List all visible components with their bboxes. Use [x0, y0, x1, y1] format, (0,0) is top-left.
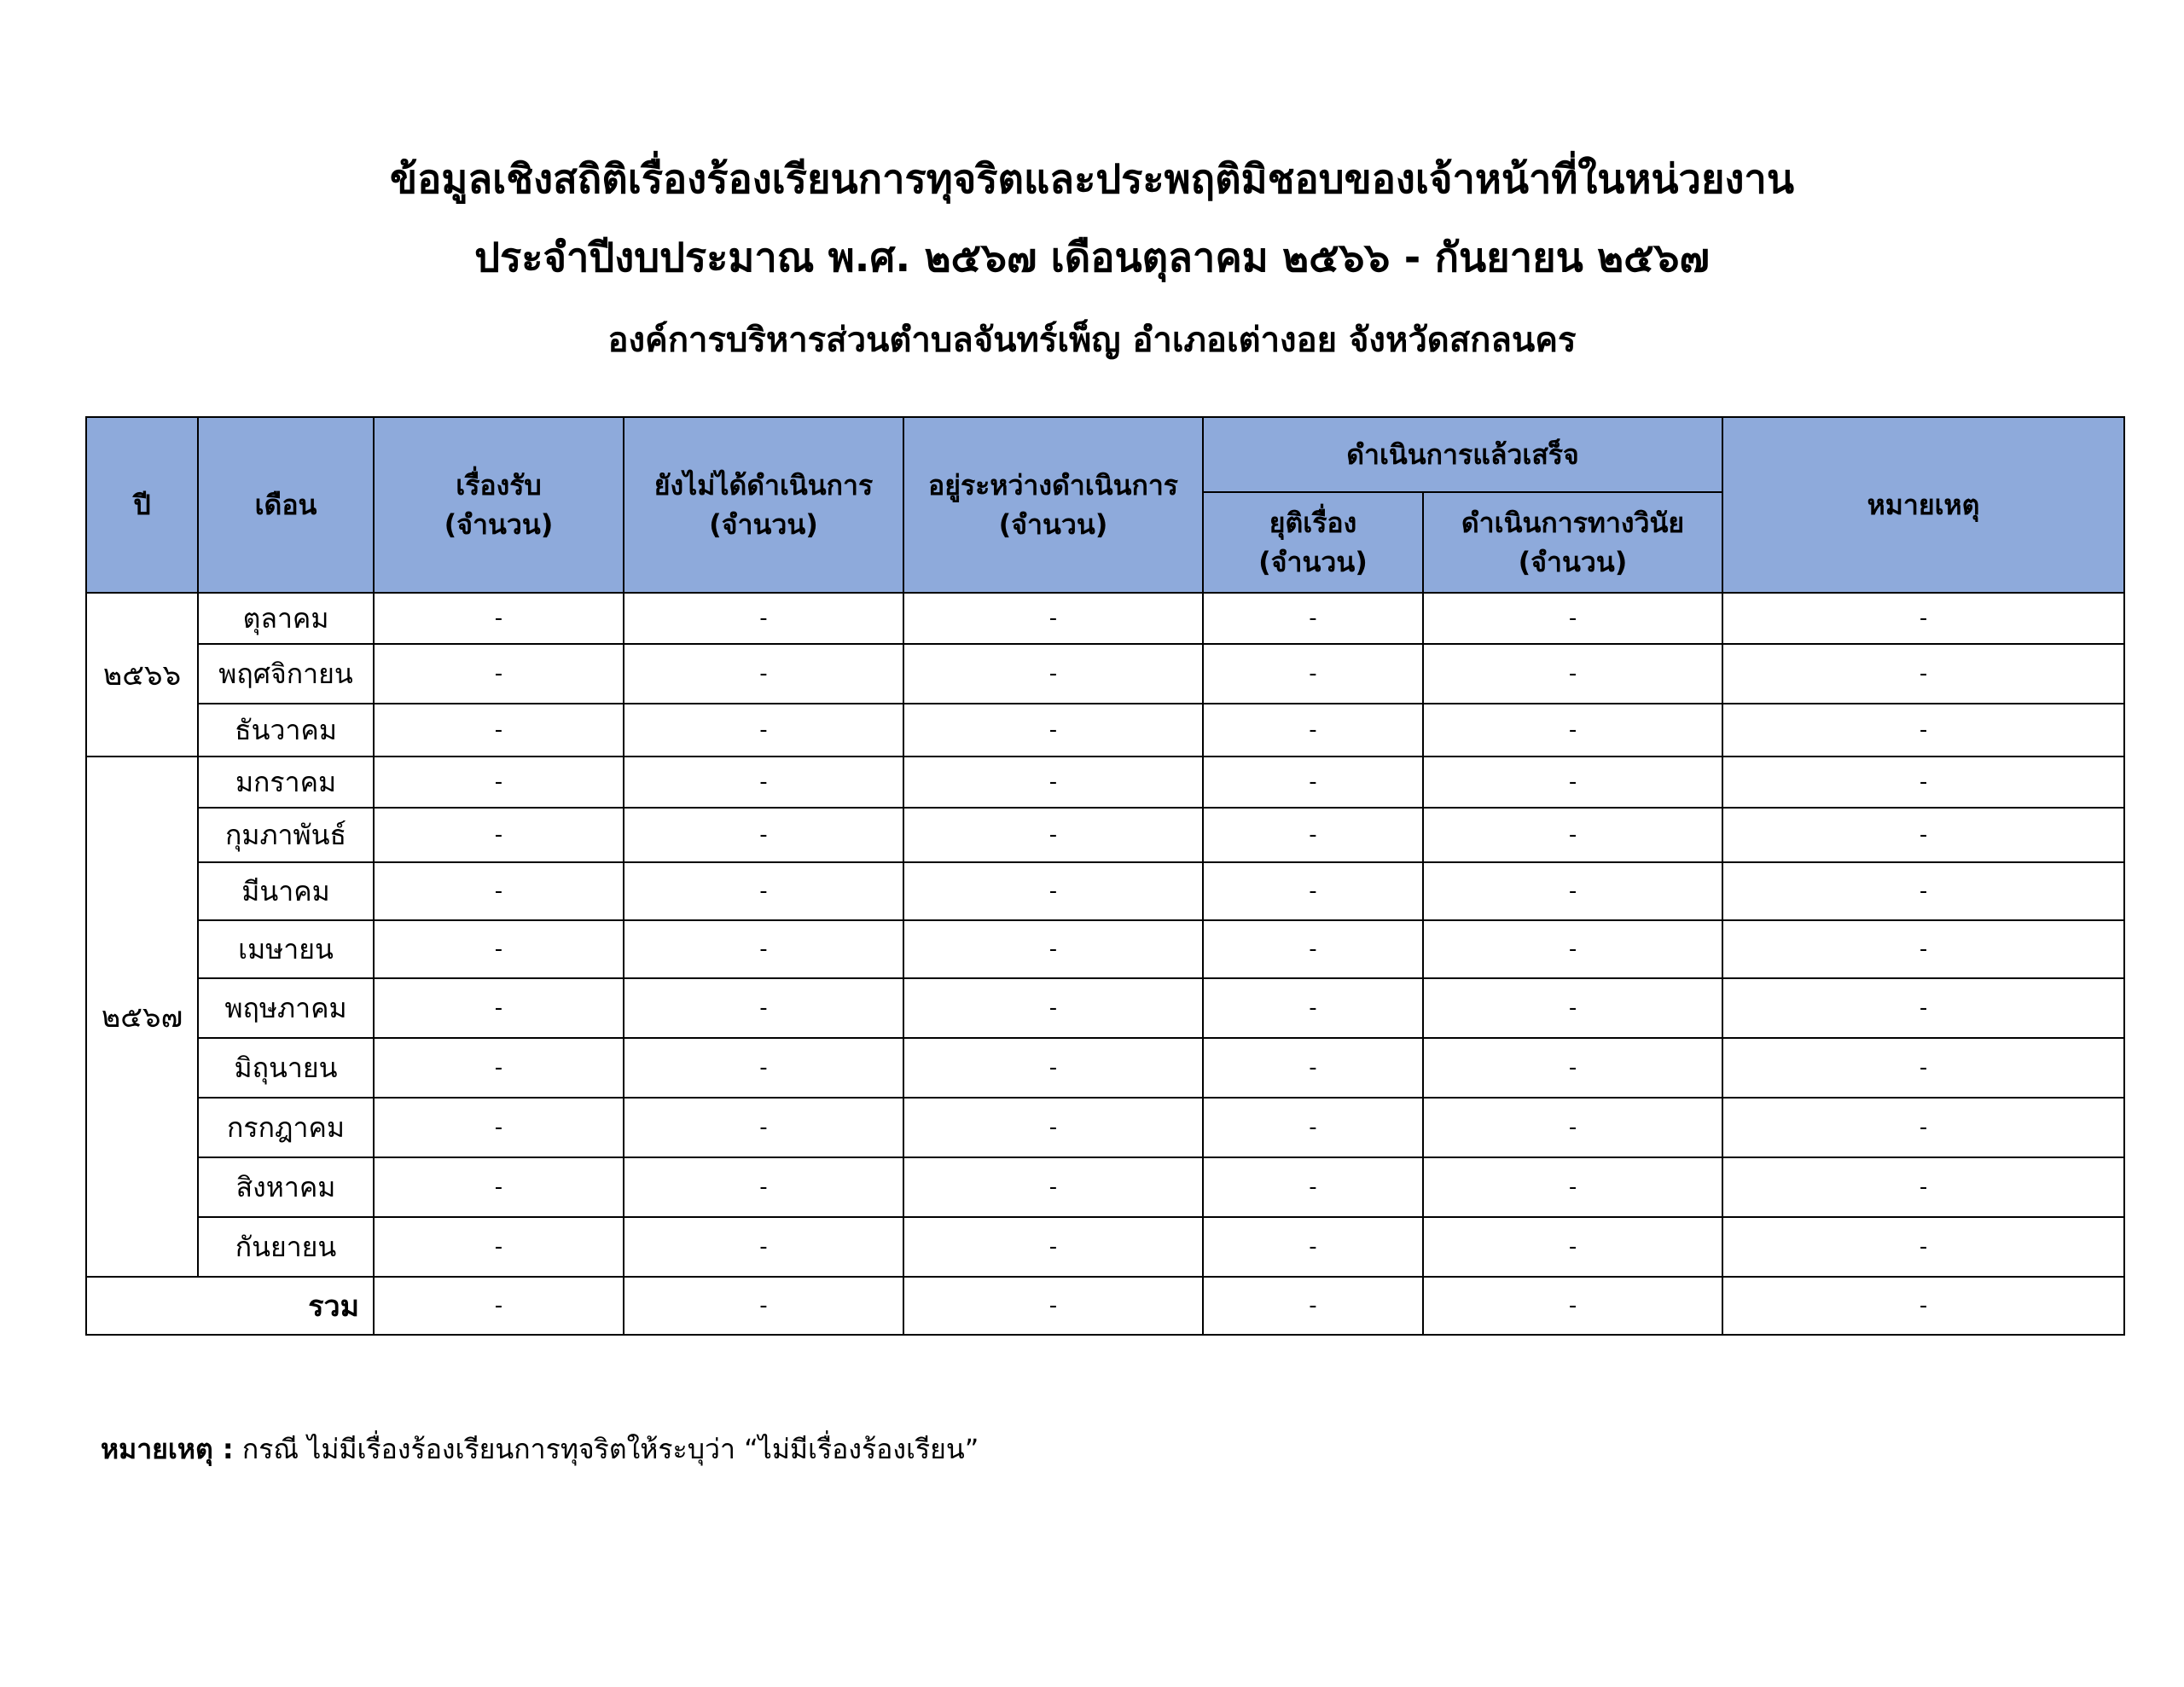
table-row — [86, 704, 2124, 757]
not-started-cell: - — [624, 1157, 903, 1217]
header-received-label: เรื่องรับ — [456, 468, 542, 501]
received-cell: - — [374, 978, 624, 1038]
remarks-cell: - — [1722, 862, 2124, 920]
table-row — [86, 978, 2124, 1038]
remarks-cell: - — [1722, 1157, 2124, 1217]
month-cell: มกราคม — [198, 757, 374, 808]
terminated-cell: - — [1203, 978, 1423, 1038]
header-remarks: หมายเหตุ — [1722, 417, 2124, 593]
disciplinary-cell: - — [1423, 704, 1722, 757]
header-not-started-unit: (จำนวน) — [709, 508, 818, 541]
remarks-cell: - — [1722, 593, 2124, 644]
disciplinary-cell: - — [1423, 1157, 1722, 1217]
remarks-cell: - — [1722, 920, 2124, 978]
disciplinary-cell: - — [1423, 1217, 1722, 1277]
not-started-cell: - — [624, 1038, 903, 1098]
remarks-cell: - — [1722, 757, 2124, 808]
not-started-cell: - — [624, 808, 903, 862]
month-cell: กุมภาพันธ์ — [198, 808, 374, 862]
disciplinary-cell: - — [1423, 920, 1722, 978]
received-cell: - — [374, 757, 624, 808]
header-terminated-unit: (จำนวน) — [1258, 546, 1368, 578]
total-label: รวม — [86, 1277, 374, 1335]
received-cell: - — [374, 1217, 624, 1277]
complaint-statistics-table — [85, 416, 2125, 1336]
remarks-cell: - — [1722, 978, 2124, 1038]
header-completed: ดำเนินการแล้วเสร็จ — [1203, 417, 1722, 492]
total-terminated-cell: - — [1203, 1277, 1423, 1335]
in-progress-cell: - — [903, 808, 1203, 862]
terminated-cell: - — [1203, 920, 1423, 978]
received-cell: - — [374, 1038, 624, 1098]
disciplinary-cell: - — [1423, 862, 1722, 920]
in-progress-cell: - — [903, 644, 1203, 704]
header-disciplinary-unit: (จำนวน) — [1518, 546, 1628, 578]
in-progress-cell: - — [903, 920, 1203, 978]
header-disciplinary-label: ดำเนินการทางวินัย — [1461, 506, 1685, 539]
month-cell: พฤษภาคม — [198, 978, 374, 1038]
header-terminated — [1203, 492, 1423, 593]
disciplinary-cell: - — [1423, 593, 1722, 644]
header-month: เดือน — [198, 417, 374, 593]
header-not-started-label: ยังไม่ได้ดำเนินการ — [653, 468, 874, 501]
in-progress-cell: - — [903, 1217, 1203, 1277]
header-in-progress-unit: (จำนวน) — [998, 508, 1108, 541]
table-row — [86, 757, 2124, 808]
disciplinary-cell: - — [1423, 644, 1722, 704]
in-progress-cell: - — [903, 1098, 1203, 1157]
table-header — [86, 417, 2124, 593]
month-cell: ธันวาคม — [198, 704, 374, 757]
total-received-cell: - — [374, 1277, 624, 1335]
total-row — [86, 1277, 2124, 1335]
in-progress-cell: - — [903, 704, 1203, 757]
disciplinary-cell: - — [1423, 757, 1722, 808]
not-started-cell: - — [624, 978, 903, 1038]
not-started-cell: - — [624, 757, 903, 808]
total-not-started-cell: - — [624, 1277, 903, 1335]
not-started-cell: - — [624, 704, 903, 757]
not-started-cell: - — [624, 1098, 903, 1157]
not-started-cell: - — [624, 920, 903, 978]
in-progress-cell: - — [903, 1157, 1203, 1217]
header-received-unit: (จำนวน) — [444, 508, 554, 541]
table-row — [86, 593, 2124, 644]
header-received — [374, 417, 624, 593]
not-started-cell: - — [624, 1217, 903, 1277]
remarks-cell: - — [1722, 644, 2124, 704]
terminated-cell: - — [1203, 644, 1423, 704]
received-cell: - — [374, 593, 624, 644]
table-row — [86, 920, 2124, 978]
page-title: ข้อมูลเชิงสถิติเรื่องร้องเรียนการทุจริตและประพฤติมิชอบของเจ้าหน้าที่ในหน่วยงาน — [390, 156, 1794, 203]
footnote — [101, 1428, 979, 1471]
disciplinary-cell: - — [1423, 978, 1722, 1038]
header-in-progress — [903, 417, 1203, 593]
total-in-progress-cell: - — [903, 1277, 1203, 1335]
month-cell: เมษายน — [198, 920, 374, 978]
table-row — [86, 1217, 2124, 1277]
disciplinary-cell: - — [1423, 808, 1722, 862]
received-cell: - — [374, 920, 624, 978]
remarks-cell: - — [1722, 1038, 2124, 1098]
month-cell: สิงหาคม — [198, 1157, 374, 1217]
terminated-cell: - — [1203, 1217, 1423, 1277]
total-remarks-cell: - — [1722, 1277, 2124, 1335]
table-row — [86, 644, 2124, 704]
month-cell: ตุลาคม — [198, 593, 374, 644]
month-cell: กรกฎาคม — [198, 1098, 374, 1157]
terminated-cell: - — [1203, 757, 1423, 808]
remarks-cell: - — [1722, 1217, 2124, 1277]
terminated-cell: - — [1203, 808, 1423, 862]
terminated-cell: - — [1203, 593, 1423, 644]
received-cell: - — [374, 808, 624, 862]
received-cell: - — [374, 1157, 624, 1217]
table-row — [86, 1157, 2124, 1217]
received-cell: - — [374, 704, 624, 757]
disciplinary-cell: - — [1423, 1098, 1722, 1157]
in-progress-cell: - — [903, 1038, 1203, 1098]
month-cell: กันยายน — [198, 1217, 374, 1277]
month-cell: พฤศจิกายน — [198, 644, 374, 704]
header-terminated-label: ยุติเรื่อง — [1269, 506, 1357, 539]
header-disciplinary — [1423, 492, 1722, 593]
received-cell: - — [374, 644, 624, 704]
total-disciplinary-cell: - — [1423, 1277, 1722, 1335]
terminated-cell: - — [1203, 1038, 1423, 1098]
terminated-cell: - — [1203, 862, 1423, 920]
year-cell: ๒๕๖๖ — [86, 593, 198, 757]
footnote-label: หมายเหตุ : — [101, 1433, 234, 1465]
header-year: ปี — [86, 417, 198, 593]
header-in-progress-label: อยู่ระหว่างดำเนินการ — [928, 468, 1178, 501]
footnote-text: กรณี ไม่มีเรื่องร้องเรียนการทุจริตให้ระบุว่า “ไม่มีเรื่องร้องเรียน” — [233, 1433, 979, 1465]
month-cell: มิถุนายน — [198, 1038, 374, 1098]
in-progress-cell: - — [903, 978, 1203, 1038]
organization-name: องค์การบริหารส่วนตำบลจันทร์เพ็ญ อำเภอเต่างอย จังหวัดสกลนคร — [607, 321, 1577, 360]
terminated-cell: - — [1203, 1157, 1423, 1217]
in-progress-cell: - — [903, 593, 1203, 644]
table-row — [86, 1098, 2124, 1157]
in-progress-cell: - — [903, 862, 1203, 920]
disciplinary-cell: - — [1423, 1038, 1722, 1098]
month-cell: มีนาคม — [198, 862, 374, 920]
not-started-cell: - — [624, 593, 903, 644]
received-cell: - — [374, 862, 624, 920]
not-started-cell: - — [624, 862, 903, 920]
remarks-cell: - — [1722, 704, 2124, 757]
received-cell: - — [374, 1098, 624, 1157]
terminated-cell: - — [1203, 1098, 1423, 1157]
table-body — [86, 593, 2124, 1335]
header-not-started — [624, 417, 903, 593]
not-started-cell: - — [624, 644, 903, 704]
remarks-cell: - — [1722, 808, 2124, 862]
table-row — [86, 862, 2124, 920]
table-row — [86, 1038, 2124, 1098]
terminated-cell: - — [1203, 704, 1423, 757]
page-subtitle: ประจำปีงบประมาณ พ.ศ. ๒๕๖๗ เดือนตุลาคม ๒๕๖๖ - กันยายน ๒๕๖๗ — [474, 235, 1710, 281]
in-progress-cell: - — [903, 757, 1203, 808]
table-row — [86, 808, 2124, 862]
year-cell: ๒๕๖๗ — [86, 757, 198, 1277]
remarks-cell: - — [1722, 1098, 2124, 1157]
